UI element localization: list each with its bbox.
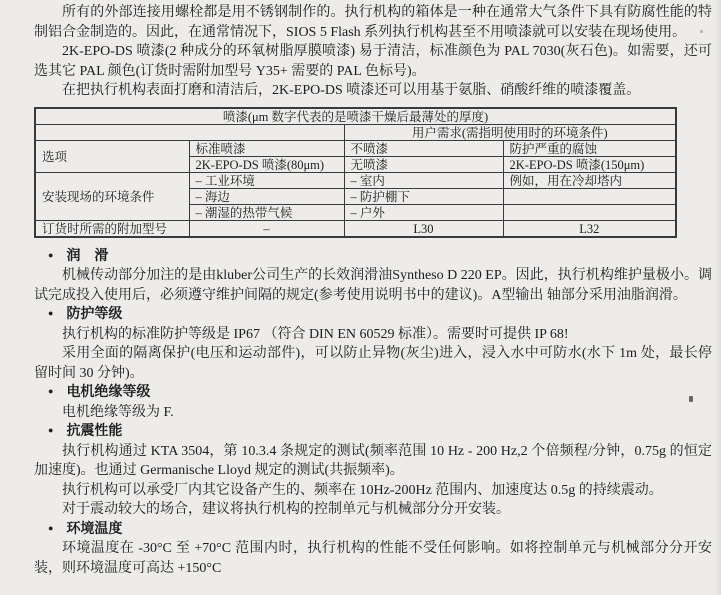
section-title: 抗震性能 [66, 424, 123, 439]
table-row [35, 108, 676, 125]
section-protection-class [34, 305, 712, 383]
table-row [35, 220, 676, 237]
section-lubrication [34, 247, 712, 306]
order-value-standard: – [189, 220, 344, 237]
section-header [34, 247, 712, 267]
section-motor-insulation [34, 383, 712, 422]
table-row [35, 172, 676, 188]
table-title: 喷漆(μm 数字代表的是喷漆干燥后最薄处的厚度) [35, 108, 676, 125]
section-header [34, 422, 712, 442]
section-paragraph: 对于震动较大的场合，建议将执行机构的控制单元与机械部分分开安装。 [62, 502, 510, 517]
table-empty-cell [35, 124, 344, 140]
order-value-none: L30 [344, 220, 503, 237]
section-header [34, 520, 712, 540]
section-title: 电机绝缘等级 [66, 385, 151, 400]
standard-paint-header: 标准喷漆 [189, 140, 344, 156]
section-paragraph: 执行机构的标准防护等级是 IP67 （符合 DIN EN 60529 标准）。需要时可提供 IP 68! [62, 326, 569, 342]
user-requirement-header: 用户需求(需指明使用时的环境条件) [344, 124, 676, 140]
intro-paragraph-1: 所有的外部连接用螺栓都是用不锈钢制作的。执行机构的箱体是一种在通常大气条件下具有防腐性能的特制铝合金制造的。因此，在通常情况下，SIOS 5 Flash 系列执行机构甚至不用喷漆就可以安装在现场使用。 [34, 5, 712, 40]
section-paragraph: 执行机构可以承受厂内其它设备产生的、频率在 10Hz-200Hz 范围内、加速度达 0.5g 的持续震动。 [62, 482, 663, 498]
intro-paragraph-3: 在把执行机构表面打磨和清洁后，2K-EPO-DS 喷漆还可以用基于氨脂、硝酸纤维的喷漆覆盖。 [62, 83, 641, 98]
scan-artifact [700, 30, 703, 33]
order-type-label: 订货时所需的附加型号 [35, 220, 189, 237]
section-paragraph: 采用全面的隔离保护(电压和运动部件)，可以防止异物(灰尘)进入，浸入水中可防水(水下 1m 处，最长停留时间 30 分钟)。 [34, 346, 712, 381]
table-row [35, 124, 676, 140]
env-none-cell: – 室内 [344, 172, 503, 188]
table-empty-cell [503, 204, 676, 220]
severe-corrosion-header: 防护严重的腐蚀 [503, 140, 676, 156]
order-value-severe: L32 [503, 220, 676, 237]
bullet-icon: ● [48, 386, 54, 396]
section-header [34, 383, 712, 403]
section-title: 环境温度 [66, 521, 123, 537]
bullet-icon: ● [48, 522, 54, 533]
intro-block [34, 3, 712, 101]
scan-edge-shade [715, 0, 721, 595]
section-header [34, 305, 712, 325]
scan-artifact [689, 396, 693, 402]
no-paint-header: 不喷漆 [344, 140, 503, 156]
env-severe-note: 例如，用在冷却塔内 [503, 172, 676, 188]
option-row-label: 选项 [35, 140, 189, 172]
env-standard-cell: – 工业环境 [189, 172, 344, 188]
section-title: 防护等级 [66, 307, 123, 322]
bullet-icon: ● [48, 249, 54, 260]
section-ambient-temperature [34, 520, 712, 579]
severe-corrosion-spec: 2K-EPO-DS 喷漆(150μm) [503, 156, 676, 172]
section-paragraph: 执行机构通过 KTA 3504，第 10.3.4 条规定的测试(频率范围 10 Hz - 200 Hz,2 个倍频程/分钟，0.75g 的恒定加速度)。也通过 Germanische Lloyd 规定的测试(共振频率)。 [34, 443, 712, 478]
bullet-icon: ● [48, 425, 54, 435]
sections-block [34, 247, 712, 579]
table-row [35, 140, 676, 156]
standard-paint-spec: 2K-EPO-DS 喷漆(80μm) [189, 156, 344, 172]
env-standard-cell: – 海边 [189, 188, 344, 204]
env-none-cell: – 户外 [344, 204, 503, 220]
bullet-icon: ● [48, 308, 54, 318]
section-paragraph: 环境温度在 -30°C 至 +70°C 范围内时，执行机构的性能不受任何影响。如将控制单元与机械部分分开安装，则环境温度可高达 +150°C [34, 541, 712, 576]
section-paragraph: 电机绝缘等级为 F. [62, 404, 174, 420]
section-paragraph: 机械传动部分加注的是由kluber公司生产的长效润滑油Syntheso D 220 EP。因此，执行机构维护量极小。调试完成投入使用后，必须遵守维护间隔的规定(参考使用说明书中的建议)。A型输出 轴部分采用油脂润滑。 [34, 268, 712, 303]
section-title: 润 滑 [66, 248, 109, 264]
env-standard-cell: – 潮湿的热带气候 [189, 204, 344, 220]
table-empty-cell [503, 188, 676, 204]
env-none-cell: – 防护棚下 [344, 188, 503, 204]
site-env-label: 安装现场的环境条件 [35, 172, 189, 220]
intro-paragraph-2: 2K-EPO-DS 喷漆(2 种成分的环氧树脂厚膜喷漆) 易于清洁，标准颜色为 PAL 7030(灰石色)。如需要，还可选其它 PAL 颜色(订货时需附加型号 Y35+ 需要的 PAL 色标号)。 [34, 44, 712, 79]
section-vibration-resistance [34, 422, 712, 520]
no-paint-spec: 无喷漆 [344, 156, 503, 172]
paint-options-table [34, 107, 677, 238]
